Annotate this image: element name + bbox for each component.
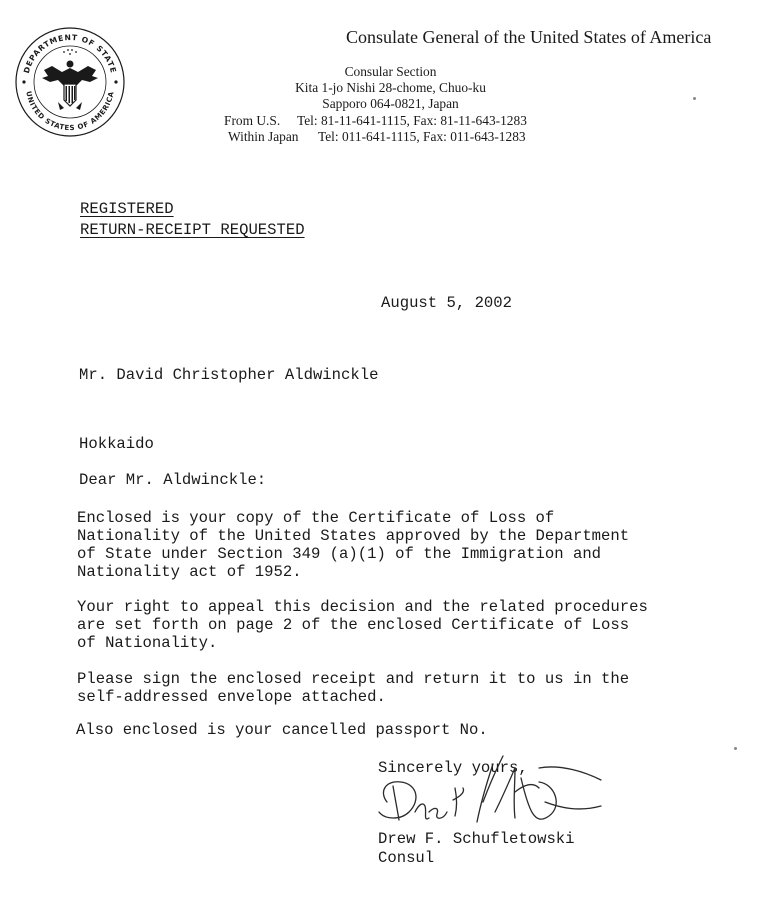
paragraph-line: Enclosed is your copy of the Certificate of Loss of xyxy=(77,509,555,527)
registered-notice: REGISTERED xyxy=(80,200,174,218)
paragraph-line: Your right to appeal this decision and the related procedures xyxy=(77,598,648,616)
recipient-name: Mr. David Christopher Aldwinckle xyxy=(79,366,379,384)
address-line-2: Sapporo 064-0821, Japan xyxy=(322,96,459,111)
from-us-contact-numbers: Tel: 81-11-641-1115, Fax: 81-11-643-1283 xyxy=(297,113,527,128)
scan-speck xyxy=(693,97,696,100)
paragraph-line: Please sign the enclosed receipt and return it to us in the xyxy=(77,670,630,688)
signer-title: Consul xyxy=(378,849,435,867)
body-paragraph-4: Also enclosed is your cancelled passport No. xyxy=(76,721,488,739)
scan-speck xyxy=(734,747,737,750)
salutation: Dear Mr. Aldwinckle: xyxy=(79,471,267,489)
signer-name: Drew F. Schufletowski xyxy=(378,830,575,848)
paragraph-line: Nationality act of 1952. xyxy=(77,563,302,581)
body-paragraph-2 xyxy=(77,598,737,652)
letterhead-title: Consulate General of the United States of America xyxy=(346,27,712,47)
svg-text:UNITED STATES OF AMERICA: UNITED STATES OF AMERICA xyxy=(24,90,116,133)
paragraph-line: Nationality of the United States approved by the Department xyxy=(77,527,630,545)
paragraph-line: of Nationality. xyxy=(77,634,218,652)
handwritten-signature xyxy=(365,742,615,842)
within-japan-contact-numbers: Tel: 011-641-1115, Fax: 011-643-1283 xyxy=(318,129,526,144)
svg-text:DEPARTMENT OF STATE: DEPARTMENT OF STATE xyxy=(21,32,119,75)
within-japan-label: Within Japan xyxy=(228,129,299,144)
paragraph-line: are set forth on page 2 of the enclosed Certificate of Loss xyxy=(77,616,630,634)
paragraph-line: of State under Section 349 (a)(1) of the Immigration and xyxy=(77,545,602,563)
closing-line: Sincerely yours, xyxy=(378,759,528,777)
return-receipt-notice: RETURN-RECEIPT REQUESTED xyxy=(80,221,305,239)
body-paragraph-1 xyxy=(77,509,737,581)
paragraph-line: self-addressed envelope attached. xyxy=(77,688,386,706)
from-us-label: From U.S. xyxy=(224,113,281,128)
consular-section-line: Consular Section xyxy=(344,64,437,79)
body-paragraph-3 xyxy=(77,670,737,706)
recipient-location: Hokkaido xyxy=(79,435,154,453)
letter-date: August 5, 2002 xyxy=(381,294,513,312)
address-line-1: Kita 1-jo Nishi 28-chome, Chuo-ku xyxy=(295,80,486,95)
